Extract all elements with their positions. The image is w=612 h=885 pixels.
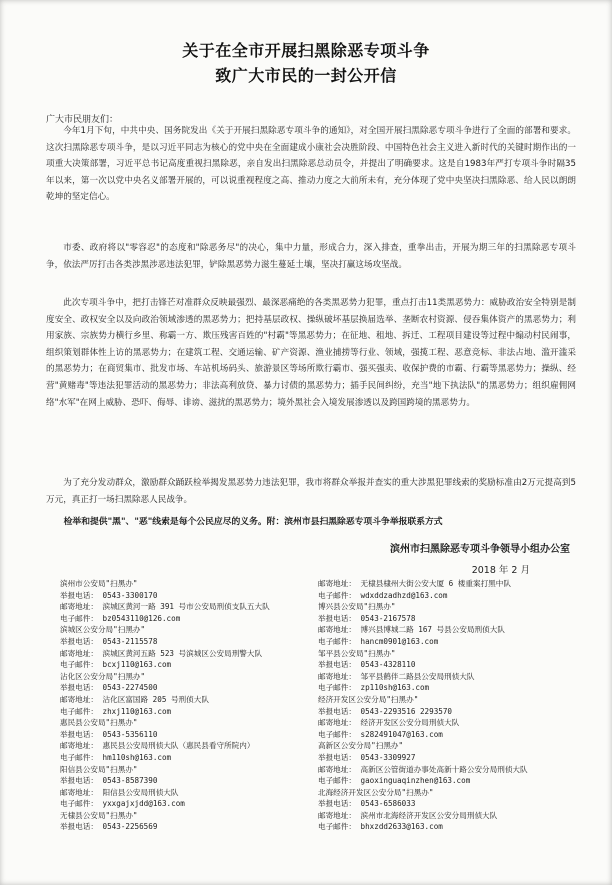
contact-line: 邮寄地址： 沾化区富国路 205 号刑侦大队: [60, 694, 209, 704]
contact-line: 举报电话： 0543-2293516 2293570: [318, 706, 452, 716]
contact-line: 举报电话： 0543-2115578: [60, 636, 158, 646]
contact-line: 举报电话： 0543-4328110: [318, 660, 416, 670]
signature-org: 滨州市扫黑除恶专项斗争领导小组办公室: [390, 544, 570, 555]
contact-line: 电子邮件： s282491047@163.com: [318, 729, 443, 739]
contact-line: 高新区公安分局"扫黑办": [318, 741, 404, 751]
contact-line: 电子邮件： yxxgajxjdd@163.com: [60, 799, 185, 809]
contact-line: 邹平县公安局"扫黑办": [318, 648, 396, 658]
reporting-note: 检举和提供"黑"、"恶"线索是每个公民应尽的义务。附：滨州市县扫黑除恶专项斗争举报联系方式: [63, 517, 443, 527]
contact-line: 举报电话： 0543-8587390: [60, 776, 158, 786]
contact-line: 博兴县公安局"扫黑办": [318, 602, 396, 612]
greeting: 广大市民朋友们：: [46, 115, 119, 125]
contact-line: 举报电话： 0543-2274500: [60, 683, 158, 693]
contact-line: 电子邮件： zhxj110@163.com: [60, 706, 172, 716]
title-line-2: 致广大市民的一封公开信: [215, 66, 397, 85]
contact-line: 电子邮件： hm110sh@163.com: [60, 752, 172, 762]
paragraph-3: 此次专项斗争中，把打击锋芒对准群众反映最强烈、最深恶痛绝的各类黑恶势力犯罪，重点打击11类黑恶势力：威胁政治安全特别是制度安全、政权安全以及向政治领域渗透的黑恶势力；把持基层政权、操纵破坏基层换届选举、垄断农村资源、侵吞集体资产的黑恶势力；利用家族、宗族势力横行乡里、称霸一方、欺压残害百姓的"村霸"等黑恶势力；在征地、租地、拆迁、工程项目建设等过程中煽动村民闹事，组织策划群体性上访的黑恶势力；在建筑工程、交通运输、矿产资源、渔业捕捞等行业、领域，强揽工程、恶意竞标、非法占地、滥开滥采的黑恶势力；在商贸集市、批发市场、车站机场码头、旅游景区等场所欺行霸市、强买强卖、收保护费的市霸、行霸等黑恶势力；操纵、经营"黄赌毒"等违法犯罪活动的黑恶势力；非法高利放贷、暴力讨债的黑恶势力；插手民间纠纷，充当"地下执法队"的黑恶势力；组织雇佣网络"水军"在网上威胁、恐吓、侮辱、诽谤、滋扰的黑恶势力；境外黑社会入境发展渗透以及跨国跨境的黑恶势力。: [46, 298, 576, 408]
contact-line: 举报电话： 0543-2167578: [318, 613, 416, 623]
contact-line: 电子邮件： hancm0901@163.com: [318, 636, 439, 646]
contacts-right-column: [318, 578, 528, 833]
contact-line: 邮寄地址： 惠民县公安局刑侦大队（惠民县看守所院内）: [60, 741, 255, 751]
contact-line: 电子邮件： wdxddzadhzd@163.com: [318, 590, 448, 600]
contact-line: 举报电话： 0543-3309927: [318, 752, 416, 762]
contact-line: 邮寄地址： 无棣县棣州大街公安大厦 6 楼重案打黑中队: [318, 579, 511, 588]
contact-line: 邮寄地址： 阳信县公安局刑侦大队: [60, 787, 179, 797]
contact-line: 举报电话： 0543-3300170: [60, 590, 158, 600]
contact-line: 邮寄地址： 滨城区黄河一路 391 号市公安局刑侦支队五大队: [60, 602, 270, 612]
contact-line: 惠民县公安局"扫黑办": [60, 718, 138, 728]
contact-line: 邮寄地址： 高新区公管街道办事处高新十路公安分局刑侦大队: [318, 764, 528, 774]
paragraph-2: 市委、政府将以"零容忍"的态度和"除恶务尽"的决心，集中力量，形成合力，深入排查，重拳出击，开展为期三年的扫黑除恶专项斗争，依法严厉打击各类涉黑涉恶违法犯罪，铲除黑恶势力滋生蔓延土壤，坚决打赢这场攻坚战。: [46, 243, 576, 270]
contact-line: 举报电话： 0543-6586033: [318, 799, 416, 809]
contact-line: 邮寄地址： 邹平县鹤伴二路县公安局刑侦大队: [318, 671, 475, 681]
contact-line: 邮寄地址： 经济开发区公安分局刑侦大队: [318, 718, 460, 728]
contact-line: 电子邮件： gaoxinguaqinzhen@163.com: [318, 776, 471, 786]
contacts-left-column: [60, 578, 270, 833]
contact-line: 沾化区公安分局"扫黑办": [60, 671, 146, 681]
contact-line: 经济开发区公安分局"扫黑办": [318, 694, 419, 704]
contact-line: 邮寄地址： 博兴县博城二路 167 号县公安局刑侦大队: [318, 625, 505, 635]
contact-line: 邮寄地址： 滨城区黄河五路 523 号滨城区公安局刑警大队: [60, 648, 263, 658]
contact-line: 滨州市公安局"扫黑办": [60, 579, 138, 588]
contact-line: 滨城区公安分局"扫黑办": [60, 625, 146, 635]
contact-line: 电子邮件： zp110sh@163.com: [318, 683, 430, 693]
contact-line: 电子邮件： bz0543110@126.com: [60, 613, 181, 623]
contact-line: 举报电话： 0543-5356110: [60, 729, 158, 739]
title-line-1: 关于在全市开展扫黑除恶专项斗争: [182, 41, 430, 60]
contact-line: 北海经济开发区公安分局"扫黑办": [318, 787, 434, 797]
contact-line: 邮寄地址： 滨州市北海经济开发区公安分局刑侦大队: [318, 810, 498, 820]
signature-date: 2018 年 2 月: [471, 565, 530, 576]
contact-line: 举报电话： 0543-2256569: [60, 822, 158, 832]
contact-line: 电子邮件： bcxj110@163.com: [60, 660, 172, 670]
paragraph-4: 为了充分发动群众，激励群众踊跃检举揭发黑恶势力违法犯罪，我市将群众举报并查实的重大涉黑犯罪线索的奖励标准由2万元提高到5万元，真正打一场扫黑除恶人民战争。: [46, 478, 576, 505]
paragraph-1: 今年1月下旬，中共中央、国务院发出《关于开展扫黑除恶专项斗争的通知》，对全国开展扫黑除恶专项斗争进行了全面的部署和要求。这次扫黑除恶专项斗争，是以习近平同志为核心的党中央在全面建成小康社会决胜阶段、中国特色社会主义进入新时代的关键时期作出的一项重大决策部署，习近平总书记高度重视扫黑除恶，亲自发出扫黑除恶总动员令，并提出了明确要求。这是自1983年严打专项斗争时隔35年以来，第一次以党中央名义部署开展的，可以说重视程度之高、推动力度之大前所未有，充分体现了党中央坚决扫黑除恶、给人民以朗朗乾坤的坚定信心。: [46, 126, 576, 203]
contact-line: 电子邮件： bhxzdd2633@163.com: [318, 822, 443, 832]
contact-line: 无棣县公安局"扫黑办": [60, 810, 138, 820]
contact-line: 阳信县公安局"扫黑办": [60, 764, 138, 774]
